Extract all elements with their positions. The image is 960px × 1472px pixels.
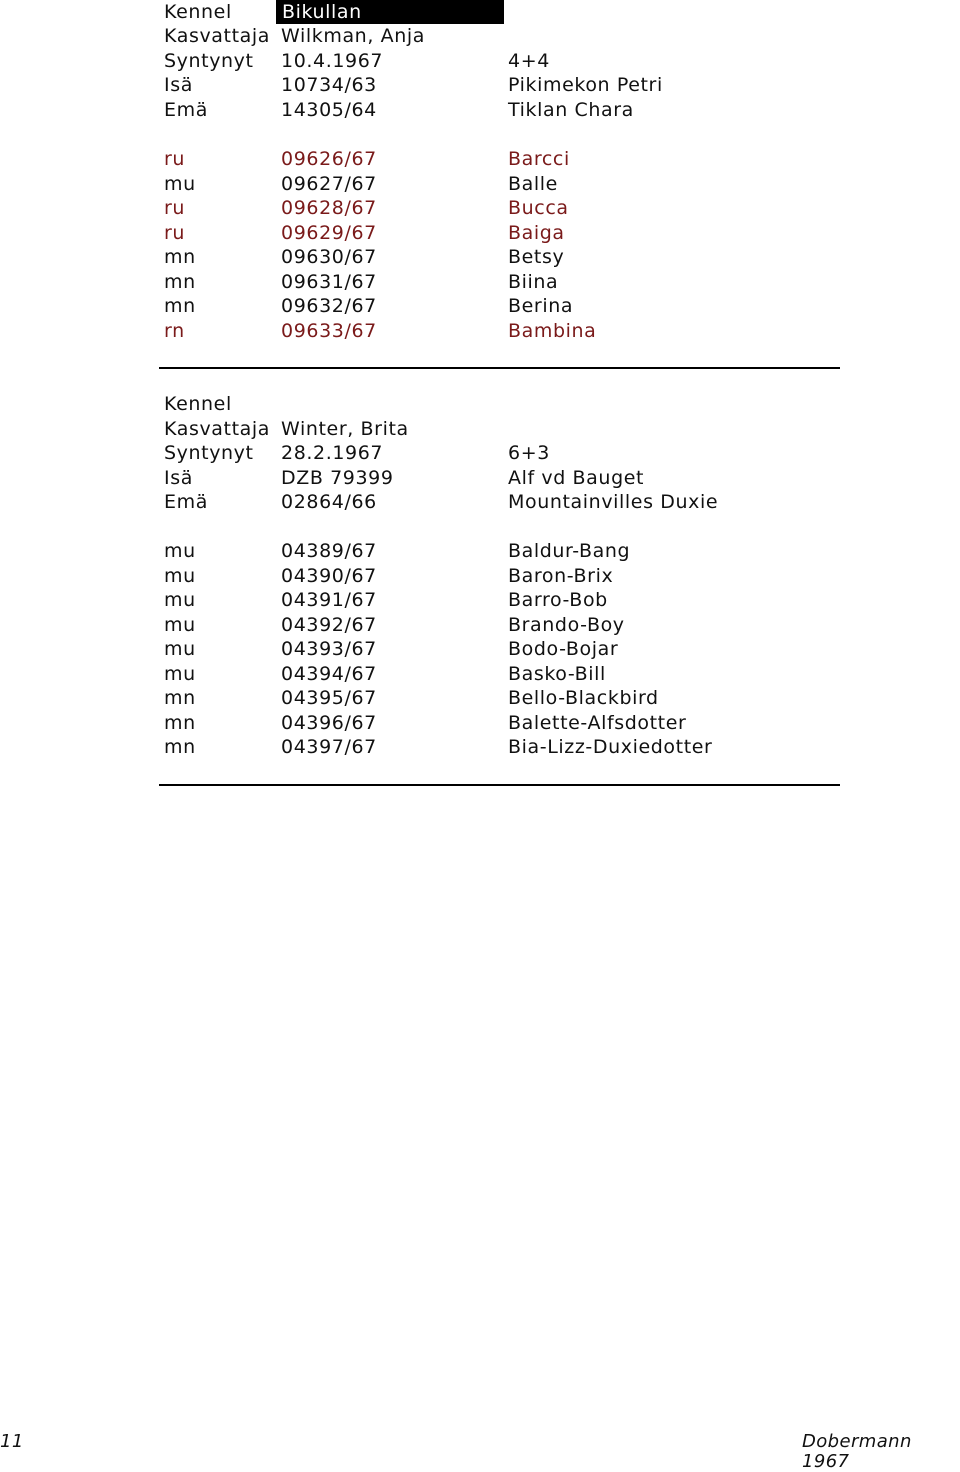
puppy-reg: 09631/67 bbox=[281, 271, 377, 293]
sire-reg: 10734/63 bbox=[281, 74, 377, 96]
section-divider bbox=[159, 367, 840, 369]
puppy-name: Bucca bbox=[508, 197, 569, 219]
puppy-color: mn bbox=[164, 246, 196, 268]
puppy-name: Bello-Blackbird bbox=[508, 687, 659, 709]
puppy-reg: 09633/67 bbox=[281, 320, 377, 342]
puppy-color: mu bbox=[164, 663, 196, 685]
dam-label: Emä bbox=[164, 491, 208, 513]
puppy-color: mu bbox=[164, 540, 196, 562]
litter-count: 4+4 bbox=[508, 50, 550, 72]
puppy-color: mn bbox=[164, 736, 196, 758]
puppy-reg: 04389/67 bbox=[281, 540, 377, 562]
born-label: Syntynyt bbox=[164, 50, 254, 72]
puppy-color: mn bbox=[164, 712, 196, 734]
puppy-color: ru bbox=[164, 148, 186, 170]
dam-reg: 02864/66 bbox=[281, 491, 377, 513]
sire-reg: DZB 79399 bbox=[281, 467, 394, 489]
puppy-reg: 09626/67 bbox=[281, 148, 377, 170]
section-divider bbox=[159, 784, 840, 786]
puppy-name: Balette-Alfsdotter bbox=[508, 712, 687, 734]
kennel-label: Kennel bbox=[164, 1, 232, 23]
born-date: 28.2.1967 bbox=[281, 442, 384, 464]
sire-name: Alf vd Bauget bbox=[508, 467, 645, 489]
puppy-name: Bambina bbox=[508, 320, 597, 342]
puppy-reg: 04397/67 bbox=[281, 736, 377, 758]
puppy-color: mu bbox=[164, 638, 196, 660]
puppy-name: Baron-Brix bbox=[508, 565, 614, 587]
puppy-color: ru bbox=[164, 197, 186, 219]
dam-label: Emä bbox=[164, 99, 208, 121]
dam-reg: 14305/64 bbox=[281, 99, 377, 121]
litter-count: 6+3 bbox=[508, 442, 550, 464]
puppy-reg: 09630/67 bbox=[281, 246, 377, 268]
puppy-name: Biina bbox=[508, 271, 559, 293]
puppy-color: mu bbox=[164, 589, 196, 611]
puppy-color: ru bbox=[164, 222, 186, 244]
puppy-reg: 04393/67 bbox=[281, 638, 377, 660]
puppy-name: Basko-Bill bbox=[508, 663, 606, 685]
puppy-color: mn bbox=[164, 271, 196, 293]
sire-name: Pikimekon Petri bbox=[508, 74, 663, 96]
born-date: 10.4.1967 bbox=[281, 50, 384, 72]
puppy-reg: 04395/67 bbox=[281, 687, 377, 709]
dam-name: Tiklan Chara bbox=[508, 99, 634, 121]
puppy-reg: 04396/67 bbox=[281, 712, 377, 734]
puppy-color: mn bbox=[164, 295, 196, 317]
puppy-name: Berina bbox=[508, 295, 574, 317]
puppy-name: Barcci bbox=[508, 148, 570, 170]
sire-label: Isä bbox=[164, 74, 193, 96]
puppy-name: Baldur-Bang bbox=[508, 540, 631, 562]
puppy-name: Balle bbox=[508, 173, 558, 195]
puppy-name: Bia-Lizz-Duxiedotter bbox=[508, 736, 713, 758]
puppy-reg: 04394/67 bbox=[281, 663, 377, 685]
kennel-name: Bikullan bbox=[276, 0, 504, 24]
publication-title: Dobermann 1967 bbox=[802, 1431, 912, 1472]
puppy-name: Bodo-Bojar bbox=[508, 638, 619, 660]
puppy-name: Brando-Boy bbox=[508, 614, 625, 636]
breeder-name: Winter, Brita bbox=[281, 418, 409, 440]
dam-name: Mountainvilles Duxie bbox=[508, 491, 719, 513]
sire-label: Isä bbox=[164, 467, 193, 489]
page-number: 11 bbox=[0, 1431, 24, 1452]
puppy-reg: 09628/67 bbox=[281, 197, 377, 219]
puppy-name: Baiga bbox=[508, 222, 565, 244]
breeder-label: Kasvattaja bbox=[164, 25, 271, 47]
puppy-name: Barro-Bob bbox=[508, 589, 608, 611]
puppy-reg: 09627/67 bbox=[281, 173, 377, 195]
puppy-reg: 04390/67 bbox=[281, 565, 377, 587]
puppy-color: rn bbox=[164, 320, 185, 342]
puppy-color: mu bbox=[164, 565, 196, 587]
puppy-color: mn bbox=[164, 687, 196, 709]
puppy-reg: 04392/67 bbox=[281, 614, 377, 636]
puppy-reg: 09629/67 bbox=[281, 222, 377, 244]
kennel-label: Kennel bbox=[164, 393, 232, 415]
born-label: Syntynyt bbox=[164, 442, 254, 464]
puppy-reg: 04391/67 bbox=[281, 589, 377, 611]
puppy-name: Betsy bbox=[508, 246, 565, 268]
breeder-name: Wilkman, Anja bbox=[281, 25, 425, 47]
puppy-color: mu bbox=[164, 614, 196, 636]
puppy-reg: 09632/67 bbox=[281, 295, 377, 317]
puppy-color: mu bbox=[164, 173, 196, 195]
breeder-label: Kasvattaja bbox=[164, 418, 271, 440]
